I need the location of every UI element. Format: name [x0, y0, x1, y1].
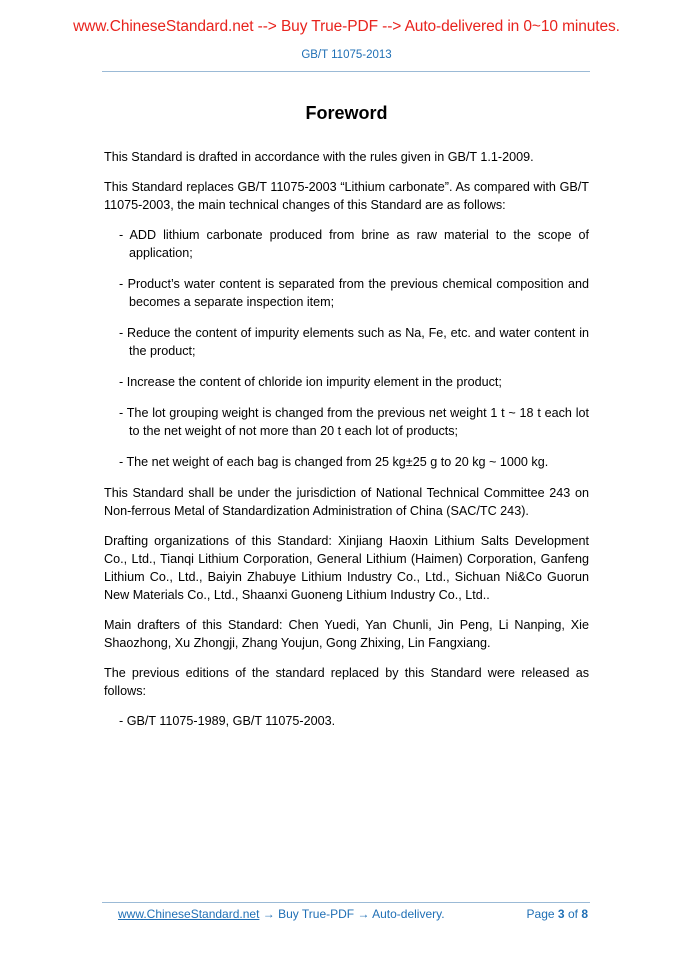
banner-advert[interactable]: www.ChineseStandard.net --> Buy True-PDF --> Auto-delivered in 0~10 minutes.	[73, 18, 620, 35]
change-item: - Increase the content of chloride ion impurity element in the product;	[119, 375, 502, 389]
paragraph: This Standard replaces GB/T 11075-2003 “Lithium carbonate”. As compared with GB/T 11075-2003, the main technical changes of this Standard are as follows:	[104, 180, 589, 212]
paragraph: Drafting organizations of this Standard: Xinjiang Haoxin Lithium Salts Development Co., Ltd., Tianqi Lithium Corporation, General Lithium (Haimen) Corporation, Ganfeng Lithium Co., Ltd., Baiyin Zhabuye Lithium Industry Co., Ltd., Sichuan Ni&Co Guorun New Materials Co., Ltd., Shaanxi Guoneng Lithium Industry Co., Ltd..	[104, 534, 589, 602]
footer-site-link[interactable]: www.ChineseStandard.net	[118, 907, 260, 921]
page-current: 3	[557, 907, 565, 921]
footer	[118, 907, 588, 921]
page-of: of	[567, 907, 578, 921]
header-divider	[102, 71, 590, 72]
edition-item: - GB/T 11075-1989, GB/T 11075-2003.	[119, 714, 336, 728]
foreword-body	[104, 148, 589, 743]
document-code-header: GB/T 11075-2013	[301, 49, 392, 61]
change-item: - Product’s water content is separated from the previous chemical composition and becomes a separate inspection item;	[119, 277, 589, 309]
paragraph: This Standard is drafted in accordance with the rules given in GB/T 1.1-2009.	[104, 150, 534, 164]
page-number	[527, 907, 588, 921]
change-item: - The net weight of each bag is changed from 25 kg±25 g to 20 kg ~ 1000 kg.	[119, 455, 549, 469]
paragraph: Main drafters of this Standard: Chen Yuedi, Yan Chunli, Jin Peng, Li Nanping, Xie Shaozhong, Xu Zhongji, Zhang Youjun, Gong Zhixing, Lin Fangxiang.	[104, 618, 589, 650]
paragraph: The previous editions of the standard replaced by this Standard were released as follows:	[104, 666, 589, 698]
page-label: Page	[526, 907, 555, 921]
footer-divider	[102, 902, 590, 903]
paragraph: This Standard shall be under the jurisdiction of National Technical Committee 243 on Non-ferrous Metal of Standardization Administration of China (SAC/TC 243).	[104, 486, 589, 518]
change-item: - Reduce the content of impurity elements such as Na, Fe, etc. and water content in the product;	[119, 326, 589, 358]
change-item: - The lot grouping weight is changed from the previous net weight 1 t ~ 18 t each lot to the net weight of not more than 20 t each lot of products;	[119, 406, 589, 438]
change-item: - ADD lithium carbonate produced from brine as raw material to the scope of application;	[119, 228, 589, 260]
page-title: Foreword	[305, 103, 388, 123]
page-total: 8	[581, 907, 588, 921]
footer-delivery-text: → Buy True-PDF → Auto-delivery.	[259, 907, 445, 921]
